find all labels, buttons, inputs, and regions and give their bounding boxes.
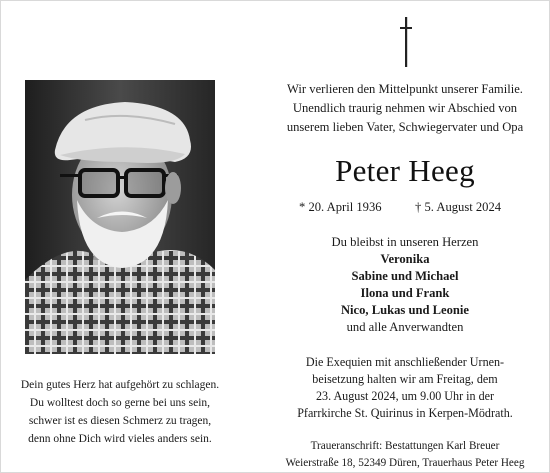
contact-line: Weierstraße 18, 52349 Düren, Trauerhaus Peter Heeg	[285, 457, 525, 469]
cross-icon	[399, 17, 413, 67]
portrait-photo	[25, 80, 215, 354]
mourner-name: Sabine und Michael	[351, 269, 459, 283]
poem-line: Du wolltest doch so gerne bei uns sein,	[29, 397, 211, 409]
service-line: 23. August 2024, um 9.00 Uhr in der	[315, 389, 495, 403]
mourner-name: Veronika	[380, 252, 430, 266]
memorial-poem	[1, 376, 239, 448]
mourners-list	[259, 251, 550, 319]
death-date: † 5. August 2024	[415, 200, 502, 214]
intro-line: Wir verlieren den Mittelpunkt unserer Familie.	[287, 82, 523, 96]
poem-line: schwer ist es diesen Schmerz zu tragen,	[28, 415, 212, 427]
intro-line: Unendlich traurig nehmen wir Abschied von	[292, 101, 518, 115]
service-line: Pfarrkirche St. Quirinus in Kerpen-Mödrath.	[297, 406, 513, 420]
birth-date: * 20. April 1936	[299, 200, 382, 214]
mourner-name: Nico, Lukas und Leonie	[340, 303, 470, 317]
deceased-name: Peter Heeg	[335, 153, 475, 188]
poem-line: Dein gutes Herz hat aufgehört zu schlagen.	[20, 379, 220, 391]
intro-text	[259, 80, 550, 137]
poem-line: denn ohne Dich wird vieles anders sein.	[28, 433, 212, 445]
relatives-line: und alle Anverwandten	[346, 320, 464, 334]
service-line: Die Exequien mit anschließender Urnen-	[305, 355, 505, 369]
mourner-name: Ilona und Frank	[360, 286, 450, 300]
life-dates	[259, 196, 550, 218]
service-info	[259, 354, 550, 422]
intro-line: unserem lieben Vater, Schwiegervater und Opa	[286, 120, 524, 134]
mourners-heading: Du bleibst in unseren Herzen	[331, 235, 479, 249]
contact-line: Traueranschrift: Bestattungen Karl Breuer	[310, 440, 500, 452]
notice-text	[259, 80, 550, 472]
mourning-address	[259, 438, 550, 472]
service-line: beisetzung halten wir am Freitag, dem	[312, 372, 498, 386]
